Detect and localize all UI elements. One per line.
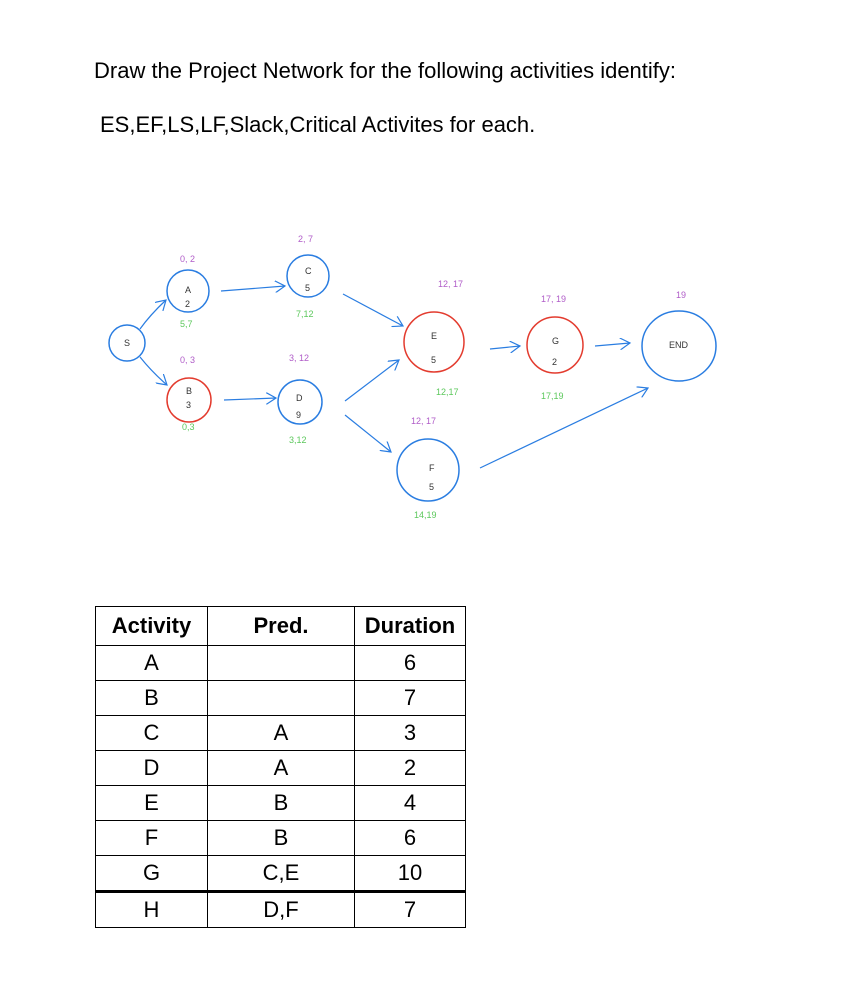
arrow-f-end: [480, 388, 648, 468]
node-end-label: END: [669, 340, 689, 350]
node-g-duration: 2: [552, 357, 558, 367]
node-d-ls-lf: 3,12: [289, 435, 307, 445]
node-a-label: A: [185, 285, 192, 295]
cell-activity: F: [96, 821, 208, 856]
cell-pred: C,E: [208, 856, 355, 892]
node-d-duration: 9: [296, 410, 302, 420]
cell-duration: 7: [355, 681, 466, 716]
cell-pred: B: [208, 821, 355, 856]
node-f-es-ef: 12, 17: [411, 416, 437, 426]
arrow-s-b: [140, 357, 167, 385]
node-a-ls-lf: 5,7: [180, 319, 193, 329]
question-line-1: Draw the Project Network for the following activities identify:: [94, 58, 677, 83]
cell-activity: C: [96, 716, 208, 751]
cell-duration: 2: [355, 751, 466, 786]
table-row: [96, 716, 466, 751]
arrow-d-e: [345, 360, 399, 401]
cell-duration: 7: [355, 892, 466, 928]
table-row: [96, 821, 466, 856]
arrow-a-c: [221, 286, 285, 291]
node-b-es-ef: 0, 3: [180, 355, 196, 365]
node-d-es-ef: 3, 12: [289, 353, 310, 363]
cell-pred: D,F: [208, 892, 355, 928]
cell-duration: 6: [355, 646, 466, 681]
arrow-b-d: [224, 398, 276, 400]
node-g-ls-lf: 17,19: [541, 391, 564, 401]
node-a-duration: 2: [185, 299, 191, 309]
node-c-duration: 5: [305, 283, 311, 293]
cell-pred: A: [208, 716, 355, 751]
table-row: [96, 786, 466, 821]
cell-duration: 4: [355, 786, 466, 821]
node-f-label: F: [429, 463, 435, 473]
question-line-2: ES,EF,LS,LF,Slack,Critical Activites for each.: [100, 112, 536, 137]
arrow-g-end: [595, 343, 630, 346]
node-g-es-ef: 17, 19: [541, 294, 567, 304]
node-c-label: C: [305, 266, 312, 276]
table-row: [96, 856, 466, 892]
header-activity: Activity: [96, 607, 208, 646]
network-arrows: [140, 286, 648, 468]
header-pred: Pred.: [208, 607, 355, 646]
node-f: [397, 439, 459, 501]
node-end-top-value: 19: [676, 290, 687, 300]
activity-table: [95, 606, 466, 928]
table-row: [96, 646, 466, 681]
node-e-duration: 5: [431, 355, 437, 365]
table-row: [96, 751, 466, 786]
node-start-label: S: [124, 338, 131, 348]
node-b-label: B: [186, 386, 193, 396]
arrow-e-g: [490, 346, 520, 349]
node-e-ls-lf: 12,17: [436, 387, 459, 397]
cell-activity: A: [96, 646, 208, 681]
node-d-label: D: [296, 393, 303, 403]
cell-activity: H: [96, 892, 208, 928]
node-c-es-ef: 2, 7: [298, 234, 314, 244]
cell-duration: 6: [355, 821, 466, 856]
arrow-s-a: [140, 300, 166, 329]
header-duration: Duration: [355, 607, 466, 646]
node-b-ls-lf: 0,3: [182, 422, 195, 432]
node-a-es-ef: 0, 2: [180, 254, 196, 264]
table-header-row: [96, 607, 466, 646]
cell-duration: 3: [355, 716, 466, 751]
table-row: [96, 892, 466, 928]
node-f-duration: 5: [429, 482, 435, 492]
cell-activity: E: [96, 786, 208, 821]
node-g-label: G: [552, 336, 560, 346]
cell-pred: B: [208, 786, 355, 821]
table-row: [96, 681, 466, 716]
cell-pred: [208, 681, 355, 716]
node-f-ls-lf: 14,19: [414, 510, 437, 520]
node-e-label: E: [431, 331, 438, 341]
cell-activity: B: [96, 681, 208, 716]
node-e-es-ef: 12, 17: [438, 279, 464, 289]
arrow-d-f: [345, 415, 391, 452]
node-c-ls-lf: 7,12: [296, 309, 314, 319]
cell-pred: [208, 646, 355, 681]
cell-activity: G: [96, 856, 208, 892]
arrow-c-e: [343, 294, 403, 326]
cell-activity: D: [96, 751, 208, 786]
node-b-duration: 3: [186, 400, 192, 410]
cell-duration: 10: [355, 856, 466, 892]
cell-pred: A: [208, 751, 355, 786]
